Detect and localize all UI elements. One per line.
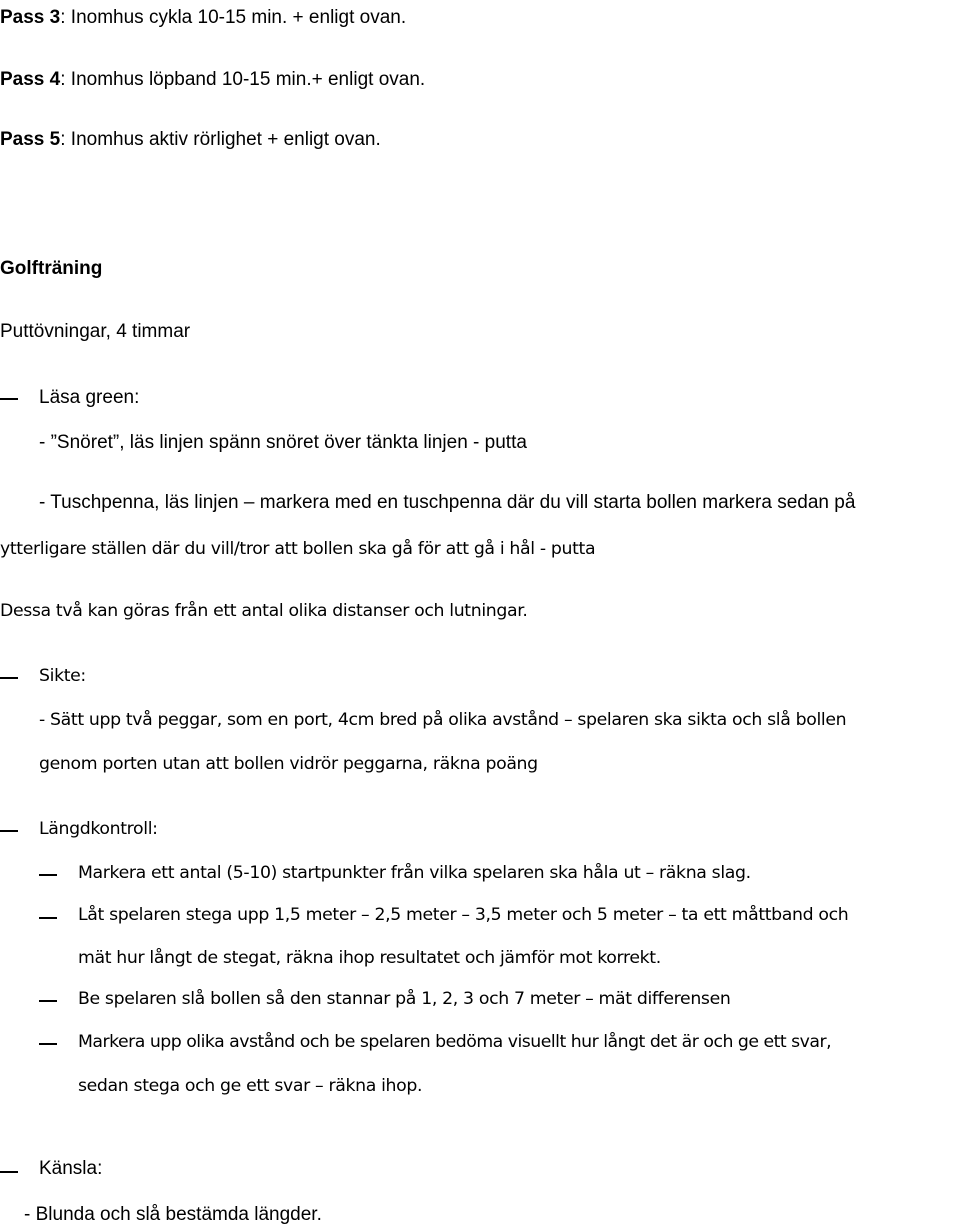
section-subtitle: Puttövningar, 4 timmar	[0, 321, 191, 342]
distance-control-item: Markera upp olika avstånd och be spelaren bedöma visuellt hur långt det är och ge ett svar,	[78, 1032, 832, 1052]
distance-control-item: Markera ett antal (5-10) startpunkter från vilka spelaren ska håla ut – räkna slag.	[78, 863, 751, 883]
distance-control-item-continued: sedan stega och ge ett svar – räkna ihop.	[78, 1076, 423, 1096]
list-dash-icon	[0, 1171, 18, 1173]
list-dash-icon	[0, 830, 18, 832]
list-dash-icon	[39, 1043, 57, 1045]
feel-line-1: - Blunda och slå bestämda längder.	[24, 1204, 322, 1225]
read-green-line-4: Dessa två kan göras från ett antal olika distanser och lutningar.	[0, 601, 528, 621]
session-pass-4	[0, 68, 425, 92]
session-pass-3	[0, 6, 406, 30]
list-dash-icon	[39, 917, 57, 919]
read-green-line-1: - ”Snöret”, läs linjen spänn snöret över tänkta linjen - putta	[39, 432, 527, 453]
session-label: Pass 3	[0, 7, 61, 28]
feel-heading: Känsla:	[39, 1158, 103, 1179]
session-text: : Inomhus aktiv rörlighet + enligt ovan.	[60, 129, 381, 150]
aim-heading: Sikte:	[39, 666, 86, 686]
session-text: : Inomhus cykla 10-15 min. + enligt ovan.	[60, 7, 407, 28]
read-green-line-2: - Tuschpenna, läs linjen – markera med en tuschpenna där du vill starta bollen markera sedan på	[39, 492, 856, 513]
distance-control-heading: Längdkontroll:	[39, 819, 158, 839]
session-label: Pass 4	[0, 69, 61, 90]
distance-control-item: Be spelaren slå bollen så den stannar på 1, 2, 3 och 7 meter – mät differensen	[78, 989, 731, 1009]
list-dash-icon	[39, 874, 57, 876]
section-title: Golfträning	[0, 258, 103, 279]
aim-line-2: genom porten utan att bollen vidrör peggarna, räkna poäng	[39, 754, 538, 774]
list-dash-icon	[0, 677, 18, 679]
distance-control-item: Låt spelaren stega upp 1,5 meter – 2,5 meter – 3,5 meter och 5 meter – ta ett måttband och	[78, 905, 849, 925]
session-text: : Inomhus löpband 10-15 min.+ enligt ovan.	[60, 69, 426, 90]
session-label: Pass 5	[0, 129, 61, 150]
list-dash-icon	[39, 1000, 57, 1002]
distance-control-item-continued: mät hur långt de stegat, räkna ihop resultatet och jämför mot korrekt.	[78, 948, 661, 968]
aim-line-1: - Sätt upp två peggar, som en port, 4cm bred på olika avstånd – spelaren ska sikta och slå bollen	[39, 710, 847, 730]
session-pass-5	[0, 128, 381, 152]
read-green-line-3: ytterligare ställen där du vill/tror att bollen ska gå för att gå i hål - putta	[0, 539, 596, 559]
read-green-heading: Läsa green:	[39, 387, 140, 408]
list-dash-icon	[0, 398, 18, 400]
